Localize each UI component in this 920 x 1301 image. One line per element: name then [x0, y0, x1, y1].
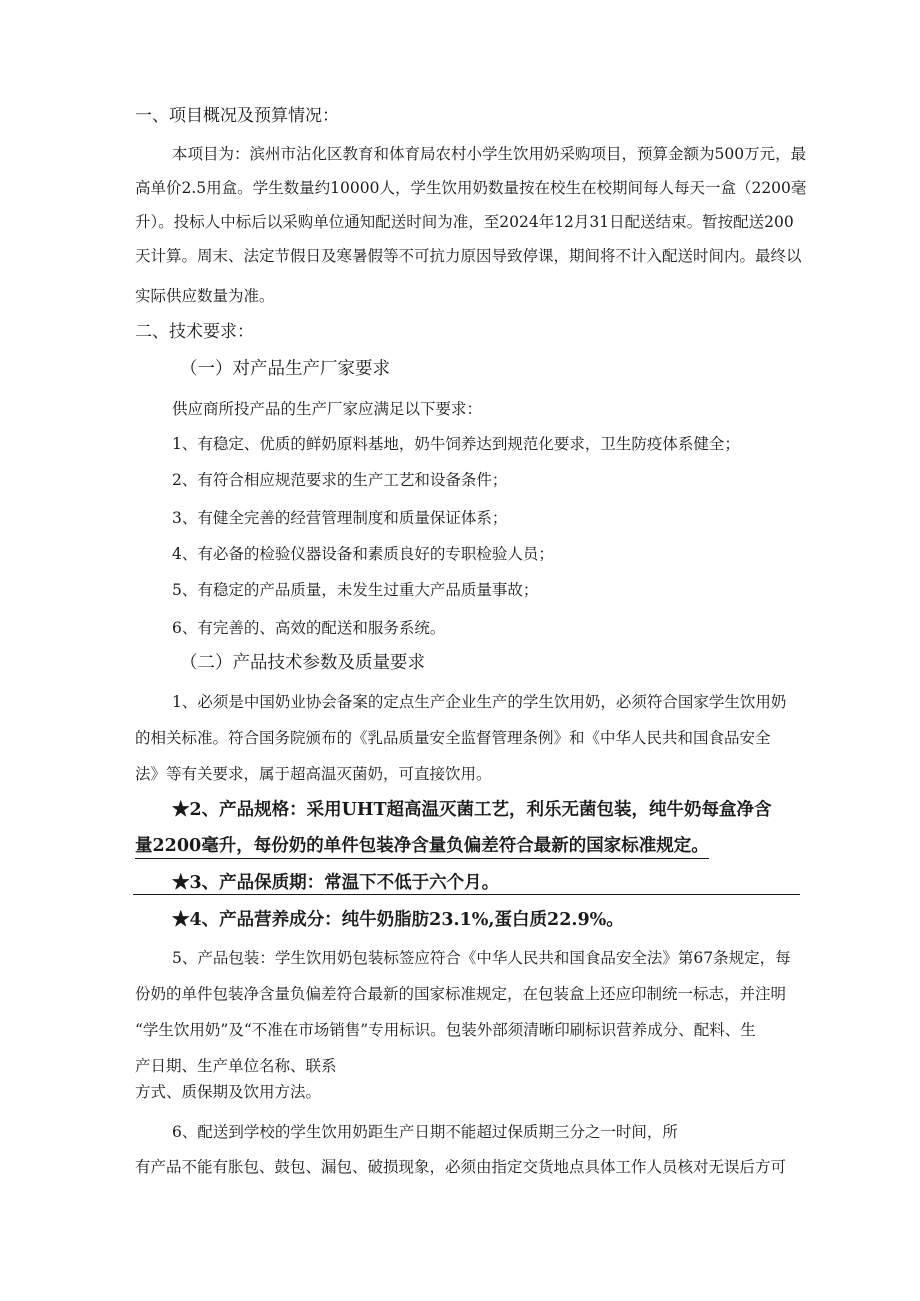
sub2-heading: （二）产品技术参数及质量要求 — [180, 653, 425, 673]
section1-line-5: 实际供应数量为准。 — [135, 287, 275, 305]
sub1-heading: （一）对产品生产厂家要求 — [180, 359, 390, 379]
sub2-item2-line-2-wrap — [135, 836, 709, 856]
sub2-item6-line-2: 有产品不能有胀包、鼓包、漏包、破损现象，必须由指定交货地点具体工作人员核对无误后方可 — [135, 1158, 787, 1176]
sub2-item5-line-4: 产日期、生产单位名称、联系 — [135, 1057, 337, 1075]
sub2-item6-line-1: 6、配送到学校的学生饮用奶距生产日期不能超过保质期三分之一时间，所 — [172, 1123, 678, 1141]
sub2-item5-line-5: 方式、质保期及饮用方法。 — [135, 1083, 322, 1101]
sub2-item2-line-2: 量2200毫升，每份奶的单件包装净含量负偏差符合最新的国家标准规定。 — [135, 836, 709, 859]
section1-line-1: 本项目为：滨州市沾化区教育和体育局农村小学生饮用奶采购项目，预算金额为500万元，最 — [172, 145, 807, 163]
sub2-item1-line-3: 法》等有关要求，属于超高温灭菌奶，可直接饮用。 — [135, 765, 492, 783]
sub1-item-5: 5、有稳定的产品质量，未发生过重大产品质量事故； — [172, 581, 539, 599]
sub2-item3: ★3、产品保质期：常温下不低于六个月。 — [172, 873, 500, 893]
sub2-item2-line-1: ★2、产品规格：采用UHT超高温灭菌工艺，利乐无菌包装，纯牛奶每盒净含 — [172, 800, 772, 820]
sub2-item1-line-1: 1、必须是中国奶业协会备案的定点生产企业生产的学生饮用奶，必须符合国家学生饮用奶 — [172, 693, 787, 711]
sub2-item5-line-1: 5、产品包装：学生饮用奶包装标签应符合《中华人民共和国食品安全法》第67条规定，每 — [172, 949, 791, 967]
horizontal-rule — [133, 894, 800, 895]
sub1-item-2: 2、有符合相应规范要求的生产工艺和设备条件； — [172, 471, 508, 489]
section1-line-2: 高单价2.5用盒。学生数量约10000人，学生饮用奶数量按在校生在校期间每人每天一盒（2200毫 — [135, 179, 807, 197]
sub2-item4: ★4、产品营养成分：纯牛奶脂肪23.1%,蛋白质22.9%。 — [172, 910, 624, 930]
sub1-item-1: 1、有稳定、优质的鲜奶原料基地，奶牛饲养达到规范化要求，卫生防疫体系健全； — [172, 435, 740, 453]
sub1-intro: 供应商所投产品的生产厂家应满足以下要求： — [172, 400, 483, 418]
sub2-item5-line-3: “学生饮用奶”及“不准在市场销售”专用标识。包装外部须清晰印刷标识营养成分、配料、生 — [135, 1021, 756, 1039]
sub1-item-3: 3、有健全完善的经营管理制度和质量保证体系； — [172, 509, 508, 527]
section2-heading: 二、技术要求： — [135, 322, 254, 342]
section1-line-4: 天计算。周末、法定节假日及寒暑假等不可抗力原因导致停课，期间将不计入配送时间内。最终以 — [135, 247, 802, 265]
sub2-item5-line-2: 份奶的单件包装净含量负偏差符合最新的国家标准规定，在包装盒上还应印制统一标志，并注明 — [135, 985, 787, 1003]
sub1-item-6: 6、有完善的、高效的配送和服务系统。 — [172, 619, 446, 637]
section1-line-3: 升）。投标人中标后以采购单位通知配送时间为准，至2024年12月31日配送结束。暂按配送200 — [135, 213, 794, 231]
section1-heading: 一、项目概况及预算情况： — [135, 106, 339, 126]
sub1-item-4: 4、有必备的检验仪器设备和素质良好的专职检验人员； — [172, 545, 554, 563]
sub2-item1-line-2: 的相关标准。符合国务院颁布的《乳品质量安全监督管理条例》和《中华人民共和国食品安全 — [135, 729, 771, 747]
